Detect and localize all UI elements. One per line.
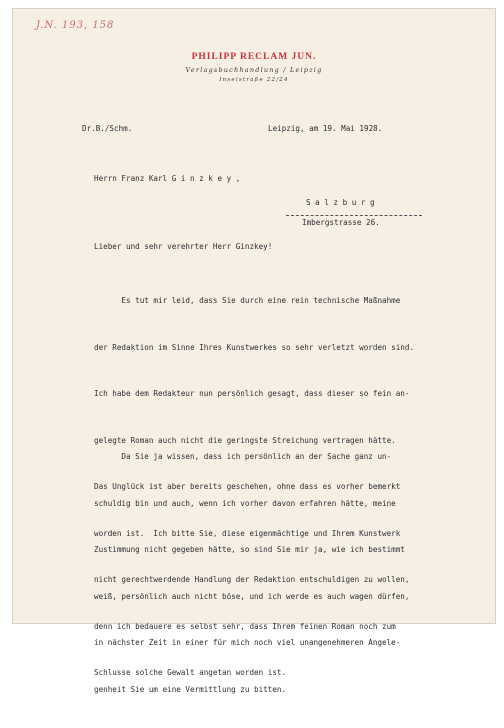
letter-sheet — [12, 8, 496, 694]
paragraph-line: Das Unglück ist aber bereits geschehen, ohne dass es vorher bemerkt — [94, 482, 401, 491]
paragraph-line: Da Sie ja wissen, dass ich persönlich an der Sache ganz un- — [94, 452, 392, 461]
company-subtitle: Verlagsbuchhandlung / Leipzig — [185, 66, 323, 74]
letterhead — [12, 52, 496, 83]
recipient-city: S a l z b u r g — [306, 198, 375, 207]
city-underline — [286, 215, 422, 216]
paragraph-line: gelegte Roman auch nicht die geringste Streichung vertragen hätte. — [94, 435, 396, 445]
paragraph-line: weiß, persönlich auch nicht böse, und ich werde es auch wagen dürfen, — [94, 591, 410, 601]
recipient-street: Imbergstrasse 26. — [302, 218, 380, 227]
paragraph-line: Ich habe dem Redakteur nun persönlich gesagt, dass dieser so fein an- — [94, 389, 410, 398]
paragraph-line: Schlusse solche Gewalt angetan worden ist. — [94, 668, 287, 677]
letter-date: Leipzig, am 19. Mai 1928. — [268, 124, 383, 133]
reference-code: Dr.B./Schm. — [82, 124, 133, 133]
company-address: Inselstraße 22/24 — [219, 77, 289, 83]
paragraph-line: nicht gerechtwerdende Handlung der Redaktion entschuldigen zu wollen, — [94, 575, 410, 584]
paragraph-line: denn ich bedauere es selbst sehr, dass Ihrem feinen Roman noch zum — [94, 621, 396, 631]
salutation: Lieber und sehr verehrter Herr Ginzkey! — [94, 242, 273, 251]
paragraph-line: worden ist. Ich bitte Sie, diese eigenmächtige und Ihrem Kunstwerk — [94, 528, 401, 538]
company-name: PHILIPP RECLAM JUN. — [191, 52, 317, 62]
paragraph-line: Es tut mir leid, dass Sie durch eine rein technische Maßnahme — [94, 296, 401, 305]
paragraph-line: genheit Sie um eine Vermittlung zu bitten. — [94, 684, 287, 694]
paragraph-2 — [94, 418, 466, 728]
archive-reference: J.N. 193, 158 — [36, 20, 115, 31]
paragraph-line: schuldig bin und auch, wenn ich vorher davon erfahren hätte, meine — [94, 498, 396, 508]
recipient-name: Herrn Franz Karl G i n z k e y , — [94, 174, 241, 183]
paragraph-line: in nächster Zeit in einer für mich noch viel unangenehmeren Angele- — [94, 638, 401, 647]
paragraph-line: Zustimmung nicht gegeben hätte, so sind Sie mir ja, wie ich bestimmt — [94, 545, 405, 554]
paragraph-line: der Redaktion im Sinne Ihres Kunstwerkes so sehr verletzt worden sind. — [94, 342, 415, 352]
